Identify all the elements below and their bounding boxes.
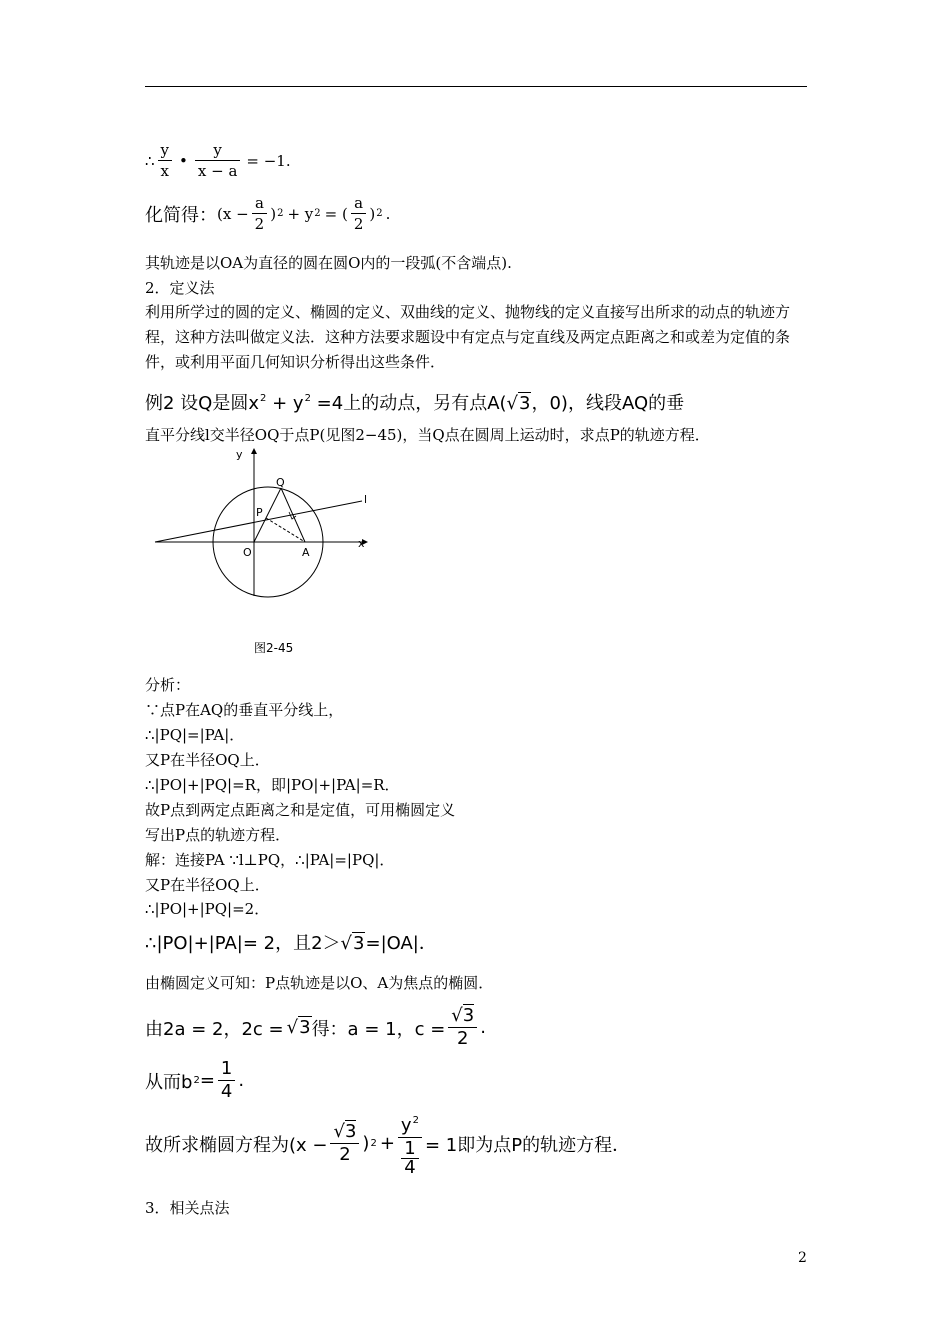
q-label: Q <box>276 476 285 489</box>
analysis-line: ∵点P在AQ的垂直平分线上， <box>145 701 344 719</box>
fraction-y-over-x-minus-a: $\frac{y}{x - a}$ <box>195 140 241 181</box>
trajectory-text: 其轨迹是以OA为直径的圆在圆O内的一段弧(不含端点). <box>145 254 512 272</box>
sqrt: √3 <box>506 393 531 414</box>
fraction-sqrt3-over-2: $\frac{√3}{2}$ <box>330 1121 359 1166</box>
p-label: P <box>256 506 263 519</box>
section-heading-3: 3．相关点法 <box>145 1199 230 1217</box>
analysis-line: 又P在半径OQ上． <box>145 876 270 894</box>
fraction-a-over-2: $\frac{a}{2}$ <box>252 193 268 234</box>
y-label: y <box>236 448 243 461</box>
analysis-line: 写出P点的轨迹方程． <box>145 826 291 844</box>
page-number: 2 <box>798 1250 807 1266</box>
equation-6: 故所求椭圆方程为(x − $\frac{√3}{2}$ ) 2 + $\frac{y^2}{\frac{1}{4}}$ = 1即为点P的轨迹方程． <box>145 1110 630 1177</box>
segment-qa <box>281 488 305 542</box>
analysis-line: 故P点到两定点距离之和是定值，可用椭圆定义 <box>145 801 456 819</box>
a-label: A <box>302 546 310 559</box>
analysis-line: ∴|PQ|=|PA|． <box>145 726 245 744</box>
example-2-continuation: 直平分线l交半径OQ于点P(见图2−45)，当Q点在圆周上运动时，求点P的轨迹方程． <box>145 426 710 444</box>
example-2-heading: 例2 设Q是圆$x^2 + y^2 =4$上的动点，另有点A(√3，0)，线段AQ的垂 <box>145 393 685 414</box>
fraction-a-over-2-second: $\frac{a}{2}$ <box>351 193 367 234</box>
analysis-line: 解：连接PA ∵l⊥PQ，∴|PA|=|PQ|． <box>145 851 395 869</box>
analysis-line: 又P在半径OQ上． <box>145 751 270 769</box>
sqrt: √3 <box>286 1017 311 1038</box>
analysis-line: 分析： <box>145 676 191 694</box>
l-label: l <box>364 493 368 506</box>
fraction-y-over-x: $\frac{y}{x}$ <box>158 140 172 181</box>
equation-3: ∴|PO|+|PA|= 2，且2＞√3=|OA|． <box>145 933 437 954</box>
equation-2: 化简得： (x − $\frac{a}{2}$ ) 2 + y 2 = ( $\frac{a}{2}$ ) 2 . <box>145 194 391 233</box>
header-rule <box>145 86 807 87</box>
analysis-line: ∴|PO|+|PQ|=2． <box>145 900 270 918</box>
definition-method-paragraph: 利用所学过的圆的定义、椭圆的定义、双曲线的定义、抛物线的定义直接写出所求的动点的轨迹方程，这种方法叫做定义法．这种方法要求题设中有定点与定直线及两定点距离之和或差为定值的条件，或利用平面几何知识分析得出这些条件． <box>145 303 791 371</box>
sqrt: √3 <box>340 933 365 954</box>
y-axis-arrow <box>251 448 257 454</box>
o-label: O <box>243 546 252 559</box>
ellipse-definition-text: 由椭圆定义可知：P点轨迹是以O、A为焦点的椭圆． <box>145 974 494 992</box>
x-label: x <box>358 537 365 550</box>
dot-operator: • <box>179 151 188 170</box>
fraction-sqrt3-over-2: $\frac{√3}{2}$ <box>448 1005 477 1050</box>
analysis-line: ∴|PO|+|PQ|=R，即|PO|+|PA|=R． <box>145 776 400 794</box>
equation-1 <box>145 140 291 181</box>
fraction-y2-over-quarter: $\frac{y^2}{\frac{1}{4}}$ <box>398 1110 422 1177</box>
figure-caption: 图2-45 <box>254 641 294 655</box>
therefore-symbol: ∴ <box>145 151 155 170</box>
equation-rhs: = −1. <box>246 151 291 170</box>
section-heading-2: 2．定义法 <box>145 279 215 297</box>
equation-5: 从而b 2 = $\frac{1}{4}$ . <box>145 1058 245 1102</box>
equation-4: 由2a = 2，2c = √3 得：a = 1，c = $\frac{√3}{2}$ . <box>145 1005 486 1049</box>
figure-2-45 <box>150 446 390 660</box>
fraction-1-over-4: $\frac{1}{4}$ <box>218 1058 235 1103</box>
